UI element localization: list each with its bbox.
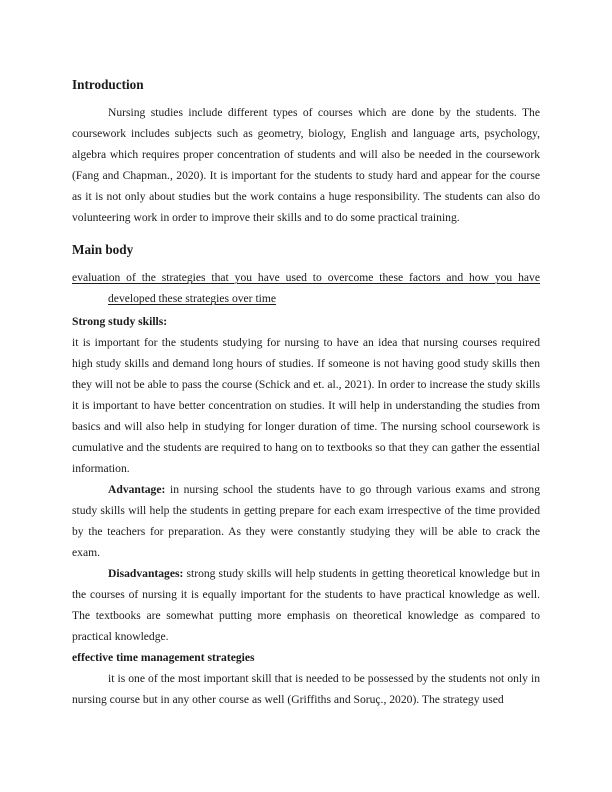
text-disadvantages: strong study skills will help students in getting theoretical knowledge but in the courses of nursing it is equally important for the students to have practical knowledge as well. The textbooks are somewhat putting more emphasis on theoretical knowledge as compared to practical knowledge.: [72, 567, 540, 643]
heading-evaluation-line-2: developed these strategies over time: [108, 292, 277, 305]
label-disadvantages: Disadvantages:: [108, 567, 184, 580]
paragraph-disadvantages: [72, 563, 540, 647]
label-advantage: Advantage:: [108, 483, 166, 496]
heading-main-body: Main body: [72, 242, 134, 257]
paragraph-time-management: it is one of the most important skill that is needed to be possessed by the students not only in nursing course but in any other course as well (Griffiths and Soruç., 2020). The strategy used: [72, 672, 540, 706]
heading-evaluation-underlined: [72, 267, 540, 309]
text-advantage: in nursing school the students have to go through various exams and strong study skills will help the students in getting prepare for each exam irrespective of the time provided by the teachers for preparation. As they were constantly studying they will be able to crack the exam.: [72, 483, 540, 559]
heading-evaluation-line-1: evaluation of the strategies that you have used to overcome these factors and how you have: [72, 271, 540, 284]
paragraph-introduction: Nursing studies include different types of courses which are done by the students. The coursework includes subjects such as geometry, biology, English and language arts, psychology, algebra which requires proper concentration of students and will also be needed in the coursework (Fang and Chapman., 2020). It is important for the students to study hard and appear for the course as it is not only about studies but the work contains a huge responsibility. The students can also do volunteering work in order to improve their skills and to do some practical training.: [72, 106, 540, 224]
heading-effective-time-management: effective time management strategies: [72, 651, 255, 664]
document-text-column: [72, 74, 540, 710]
heading-introduction: Introduction: [72, 77, 144, 92]
spacer: [72, 228, 540, 239]
paragraph-strong-study-skills: it is important for the students studying for nursing to have an idea that nursing courses required high study skills and demand long hours of studies. If someone is not having good study skills then they will not be able to pass the course (Schick and et. al., 2021). In order to increase the study skills it is important to have better concentration on studies. It will help in understanding the studies from basics and will also help in studying for longer duration of time. The nursing school coursework is cumulative and the students are required to hang on to textbooks so that they can gather the essential information.: [72, 336, 540, 475]
paragraph-advantage: [72, 479, 540, 563]
heading-strong-study-skills: Strong study skills:: [72, 315, 168, 328]
